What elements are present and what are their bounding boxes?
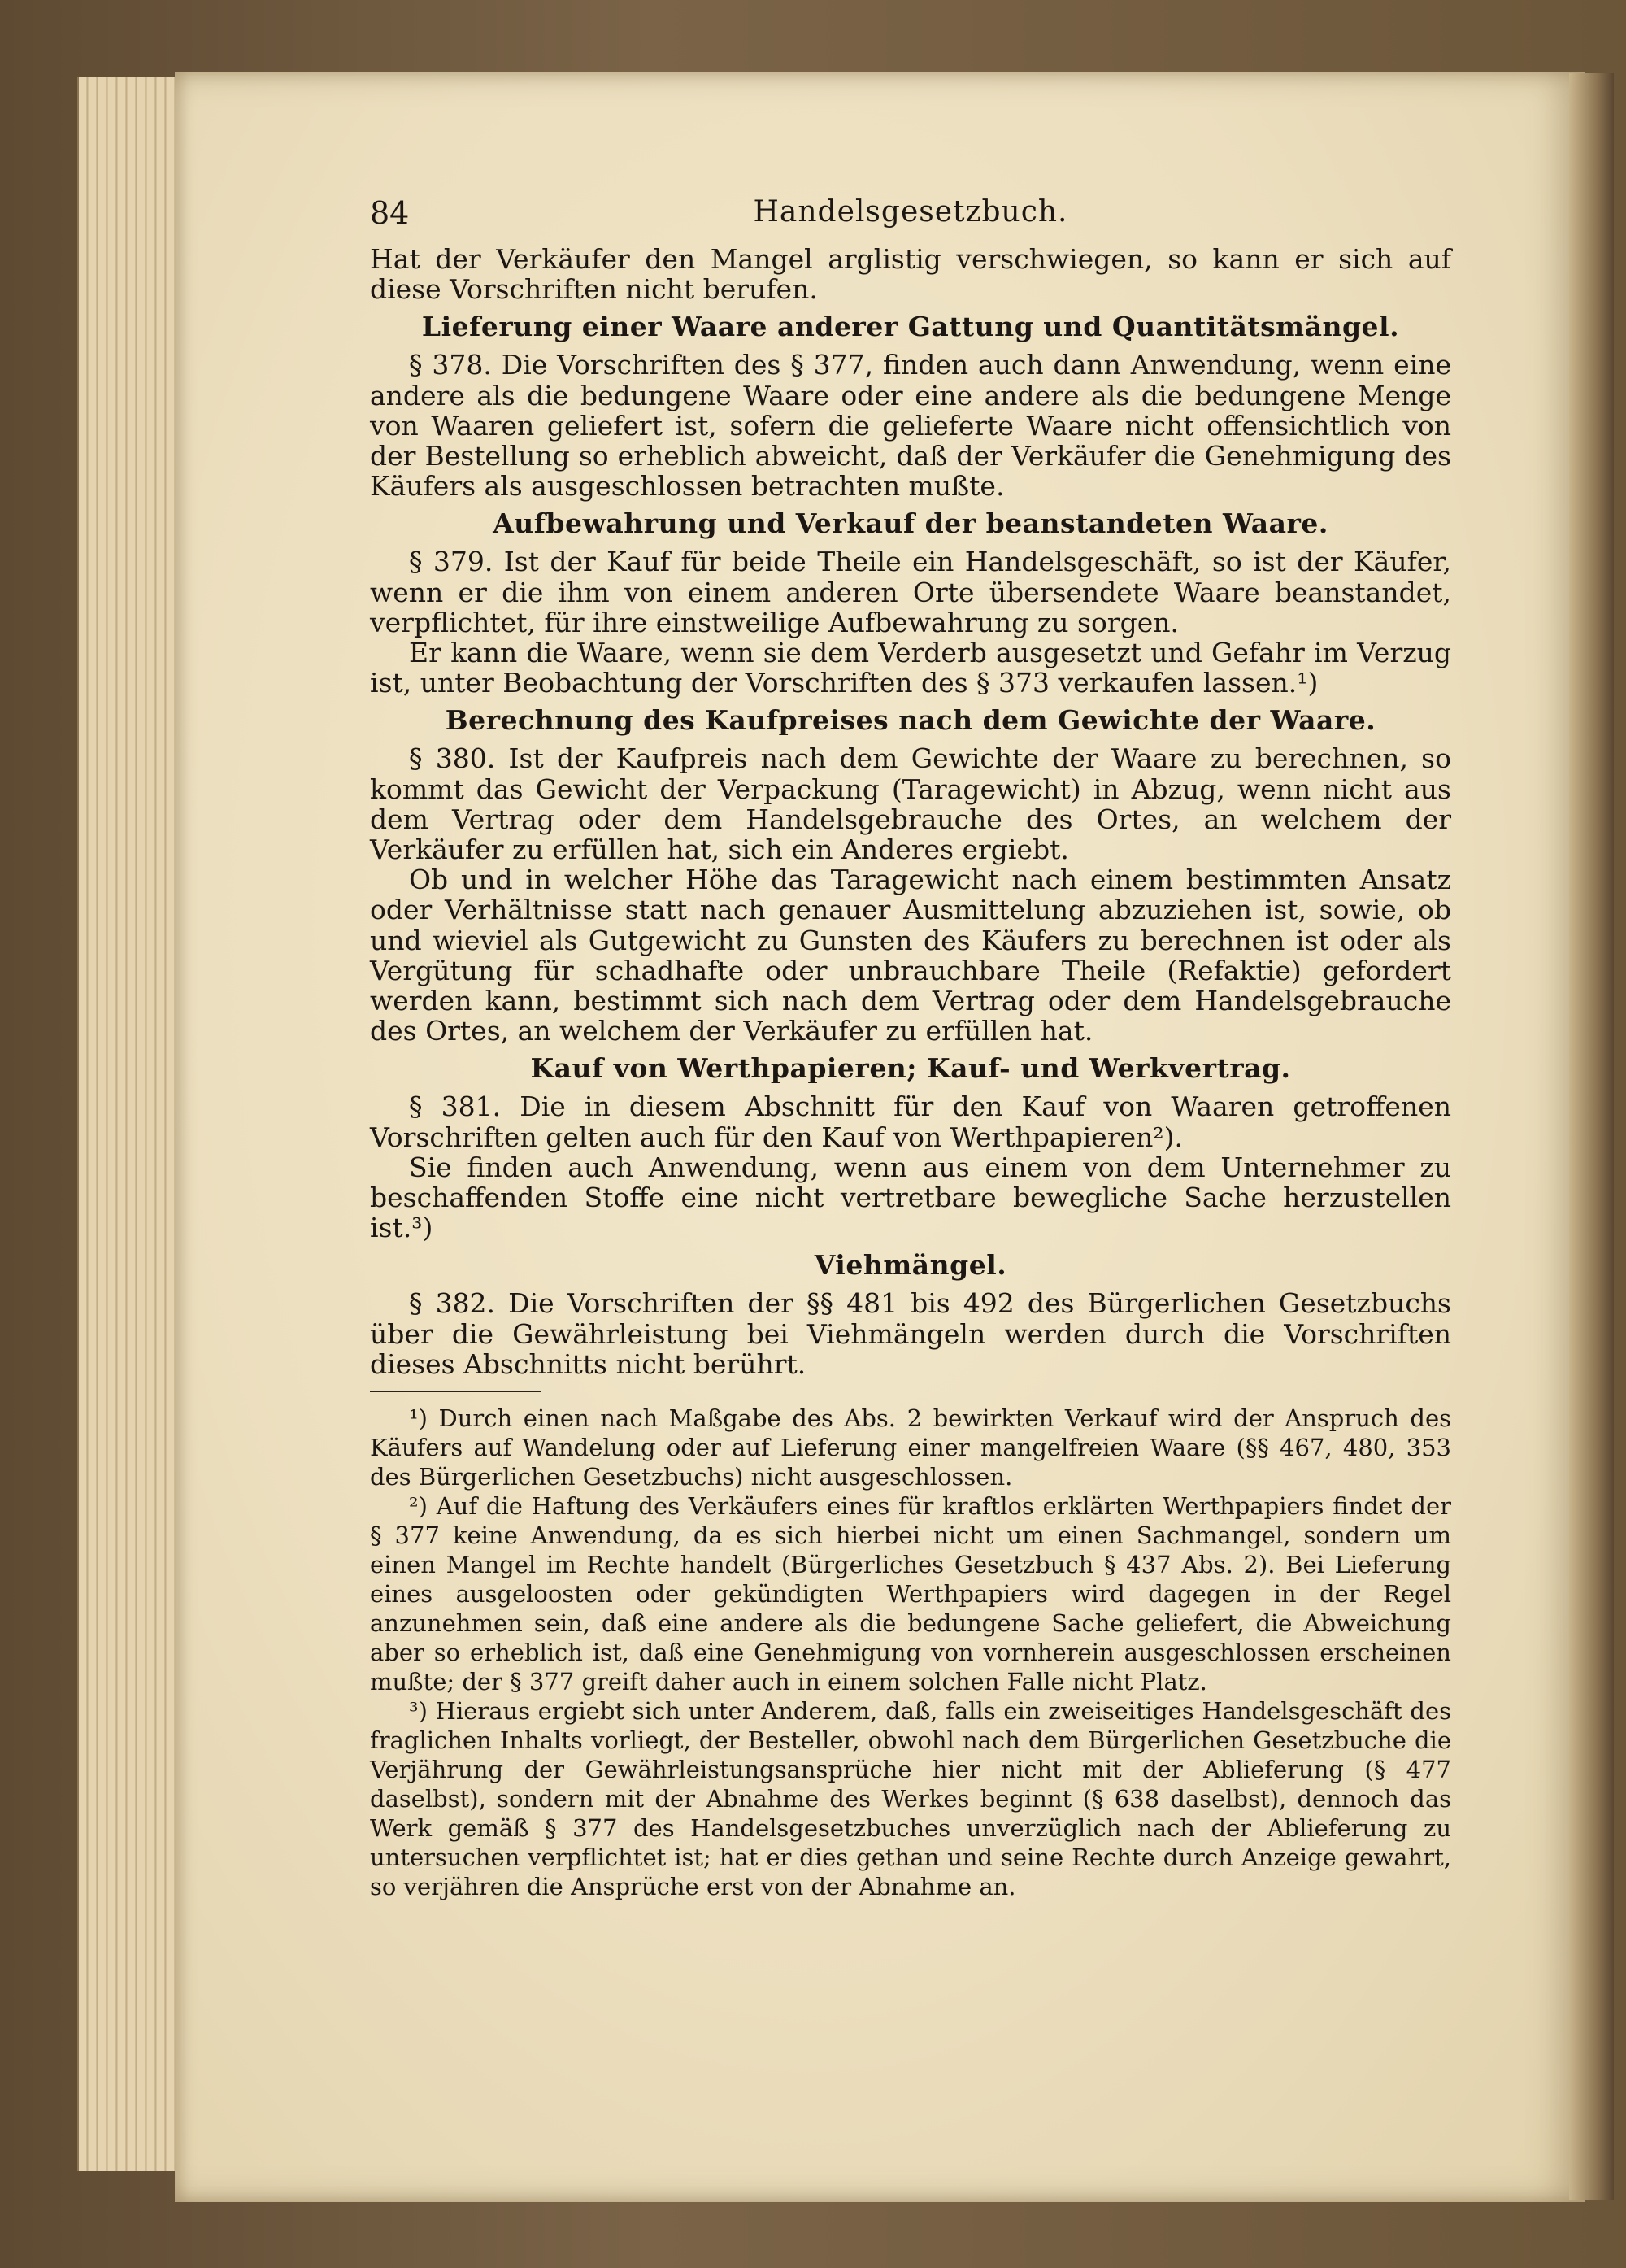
page-content [370, 195, 1451, 1901]
page-number: 84 [370, 195, 410, 231]
paragraph: Sie finden auch Anwendung, wenn aus einem von dem Unternehmer zu beschaffenden Stoffe eine nicht vertretbare bewegliche Sache herzustellen ist.³) [370, 1151, 1451, 1244]
section-heading: Kauf von Werthpapieren; Kauf- und Werkvertrag. [530, 1052, 1291, 1085]
section-heading: Lieferung einer Waare anderer Gattung und Quantitätsmängel. [421, 311, 1400, 343]
paragraph: Er kann die Waare, wenn sie dem Verderb ausgesetzt und Gefahr im Verzug ist, unter Beobachtung der Vorschriften des § 373 verkaufen lassen.¹) [370, 637, 1451, 699]
paragraph: § 382. Die Vorschriften der §§ 481 bis 492 des Bürgerlichen Gesetzbuchs über die Gewährleistung bei Viehmängeln werden durch die Vorschriften dieses Abschnitts nicht berührt. [370, 1287, 1451, 1380]
section-heading: Viehmängel. [814, 1249, 1007, 1282]
paragraph: § 379. Ist der Kauf für beide Theile ein Handelsgeschäft, so ist der Käufer, wenn er die ihm von einem anderen Orte übersendete Waare beanstandet, verpflichtet, für ihre einstweilige Aufbewahrung zu sorgen. [370, 546, 1451, 638]
footnote-rule [370, 1391, 541, 1392]
footnote: ¹) Durch einen nach Maßgabe des Abs. 2 bewirkten Verkauf wird der Anspruch des Käufers auf Wandelung oder auf Lieferung einer mangelfreien Waare (§§ 467, 480, 353 des Bürgerlichen Gesetzbuchs) nicht ausgeschlossen. [370, 1404, 1451, 1491]
page-title: Handelsgesetzbuch. [753, 195, 1068, 229]
footnote: ³) Hieraus ergiebt sich unter Anderem, daß, falls ein zweiseitiges Handelsgeschäft des fraglichen Inhalts vorliegt, der Besteller, obwohl nach dem Bürgerlichen Gesetzbuche die Verjährung der Gewährleistungsansprüche hier nicht mit der Ablieferung (§ 477 daselbst), sondern mit der Abnahme des Werkes beginnt (§ 638 daselbst), dennoch das Werk gemäß § 377 des Handelsgesetzbuches unverzüglich nach der Ablieferung zu untersuchen verpflichtet ist; hat er dies gethan und seine Rechte durch Anzeige gewahrt, so verjähren die Ansprüche erst von der Abnahme an. [370, 1697, 1451, 1901]
paragraph: § 381. Die in diesem Abschnitt für den Kauf von Waaren getroffenen Vorschriften gelten auch für den Kauf von Werthpapieren²). [370, 1090, 1451, 1153]
running-head [370, 195, 1451, 244]
book-gutter [1569, 73, 1614, 2200]
section-heading: Berechnung des Kaufpreises nach dem Gewichte der Waare. [445, 704, 1376, 737]
paragraph: Hat der Verkäufer den Mangel arglistig verschwiegen, so kann er sich auf diese Vorschriften nicht berufen. [370, 243, 1451, 306]
paragraph: Ob und in welcher Höhe das Taragewicht nach einem bestimmten Ansatz oder Verhältnisse statt nach genauer Ausmittelung abzuziehen ist, sowie, ob und wieviel als Gutgewicht zu Gunsten des Käufers zu berechnen ist oder als Vergütung für schadhafte oder unbrauchbare Theile (Refaktie) gefordert werden kann, bestimmt sich nach dem Vertrag oder dem Handelsgebrauche des Ortes, an welchem der Verkäufer zu erfüllen hat. [370, 864, 1451, 1047]
paragraph: § 378. Die Vorschriften des § 377, finden auch dann Anwendung, wenn eine andere als die bedungene Waare oder eine andere als die bedungene Menge von Waaren geliefert ist, sofern die gelieferte Waare nicht offensichtlich von der Bestellung so erheblich abweicht, daß der Verkäufer die Genehmigung des Käufers als ausgeschlossen betrachten mußte. [370, 349, 1451, 503]
footnote: ²) Auf die Haftung des Verkäufers eines für kraftlos erklärten Werthpapiers findet der § 377 keine Anwendung, da es sich hierbei nicht um einen Sachmangel, sondern um einen Mangel im Rechte handelt (Bürgerliches Gesetzbuch § 437 Abs. 2). Bei Lieferung eines ausgeloosten oder gekündigten Werthpapiers wird dagegen in der Regel anzunehmen sein, daß eine andere als die bedungene Sache geliefert, die Abweichung aber so erheblich ist, daß eine Genehmigung von vornherein ausgeschlossen erscheinen mußte; der § 377 greift daher auch in einem solchen Falle nicht Platz. [370, 1492, 1451, 1696]
paragraph: § 380. Ist der Kaufpreis nach dem Gewichte der Waare zu berechnen, so kommt das Gewicht der Verpackung (Taragewicht) in Abzug, wenn nicht aus dem Vertrag oder dem Handelsgebrauche des Ortes, an welchem der Verkäufer zu erfüllen hat, sich ein Anderes ergiebt. [370, 742, 1451, 866]
section-heading: Aufbewahrung und Verkauf der beanstandeten Waare. [493, 507, 1328, 540]
